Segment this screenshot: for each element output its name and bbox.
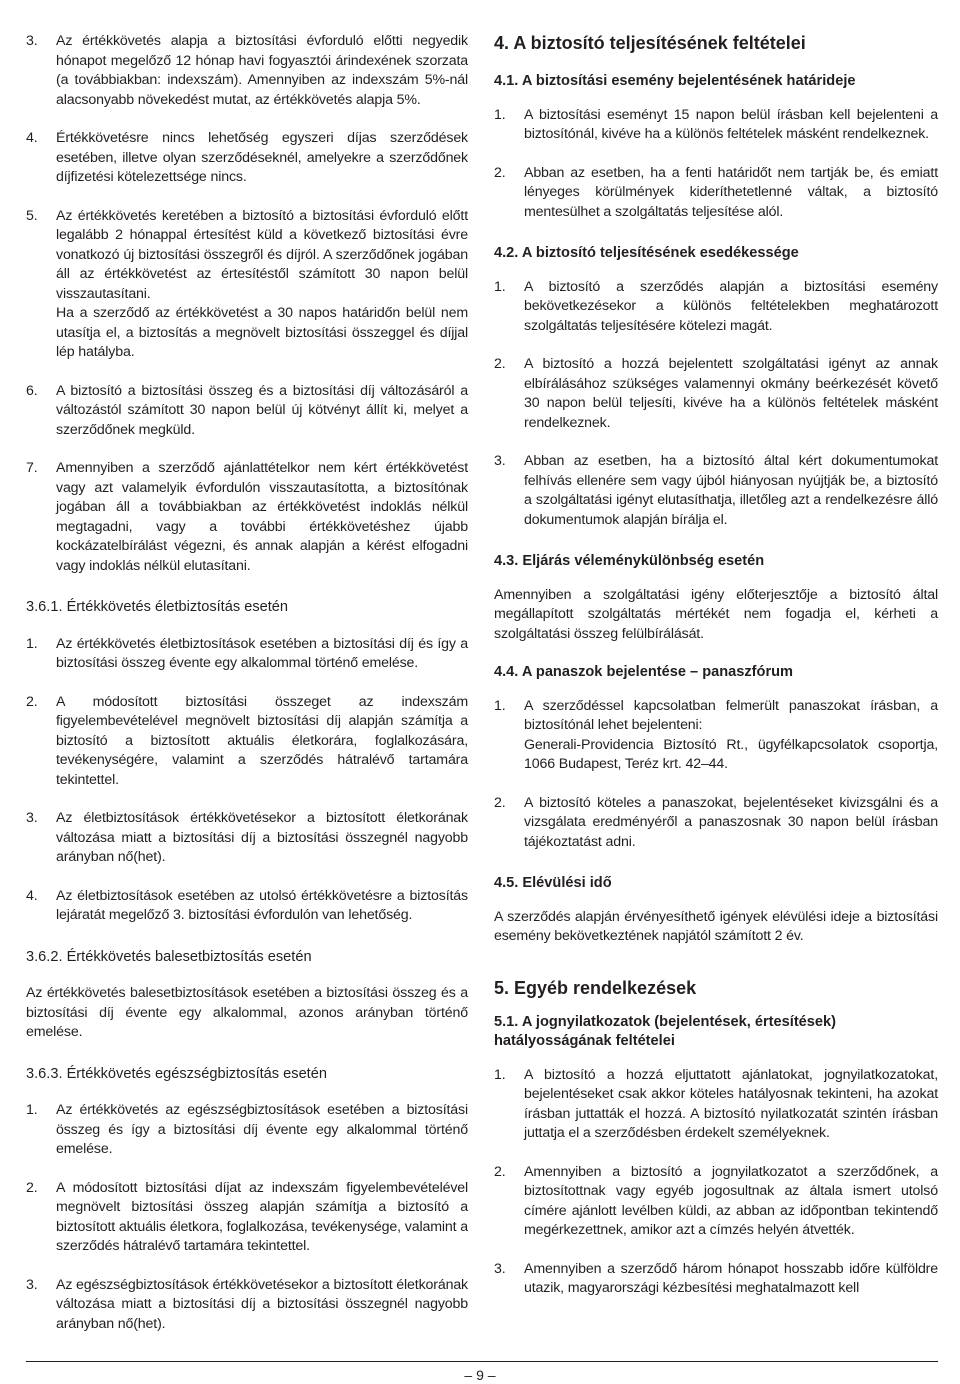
list-item: 4. Értékkövetésre nincs lehetőség egyszeri díjas szerződések esetében, illetve olyan szerződéseknél, amelyekre a szerződőnek díjfizetési kötelezettsége nincs. [26, 130, 468, 185]
paragraph: Az értékkövetés balesetbiztosítások esetében a biztosítási összeg és a biztosítási díj évente egy alkalommal, azonos arányban történő emelése. [26, 985, 468, 1040]
paragraph: A szerződés alapján érvényesíthető igények elévülési ideje a biztosítási esemény bekövetkeztének napjától számított 2 év. [494, 908, 938, 944]
list-item: 2. Amennyiben a biztosító a jognyilatkozatot a szerződőnek, a biztosítottnak vagy egyéb jogosultnak az általa ismert utolsó címére ajánlott levélben küldi, az abban az időpontban tekintendő megérkezettnek, amikor azt a címzés helyén átvették. [494, 1163, 938, 1238]
section-heading: 4.5. Elévülési idő [494, 875, 612, 891]
list-item: 6. A biztosító a biztosítási összeg és a biztosítási díj változásáról a változástól számított 30 napon belül új kötvényt állít ki, melyet a szerződőnek megküld. [26, 382, 468, 438]
list-item: 2. A módosított biztosítási díjat az indexszám figyelembevételével megnövelt biztosítási összeg alapján számítja a biztosító a biztosított aktuális életkora, foglalkozása, tevékenysége, valamint a szerződés hátralévő tartamára tekintettel. [26, 1179, 468, 1254]
section-heading: 4.1. A biztosítási esemény bejelentésének határideje [494, 73, 856, 89]
list-item: 3. Az életbiztosítások értékkövetésekor a biztosított életkorának változása miatt a biztosítási díj a biztosítási összegnél nagyobb arányban nő(het). [26, 810, 468, 865]
section-heading: 3.6.1. Értékkövetés életbiztosítás esetén [26, 599, 289, 615]
list-item: 1. Az értékkövetés az egészségbiztosítások esetében a biztosítási összeg és így a biztosítási díj évente egy alkalommal történő emelése. [26, 1102, 468, 1157]
list-item: 3. Az egészségbiztosítások értékkövetésekor a biztosított életkorának változása miatt a biztosítási díj a biztosítási összegnél nagyobb arányban nő(het). [26, 1276, 469, 1332]
list-item: 2. A biztosító a hozzá bejelentett szolgáltatási igényt az annak elbírálásához szükséges valamennyi okmány beérkezését követő 30 napon belül teljesíti, kivéve ha a különös feltételek másként rendelkeznek. [494, 356, 938, 431]
paragraph: A szerződéssel kapcsolatban felmerült panaszokat írásban, a biztosítónál lehet bejelenteni: [524, 697, 938, 733]
section-heading: 4.3. Eljárás véleménykülönbség esetén [494, 553, 765, 569]
list-item: 2. A módosított biztosítási összeget az indexszám figyelembevételével megnövelt biztosítási díj alapján számítja a biztosító a biztosított aktuális életkorára, foglalkozására, tevékenységére, valamint a szerződés hátralévő tartamára tekintettel. [26, 693, 468, 788]
list-item: 2. Abban az esetben, ha a fenti határidőt nem tartják be, és emiatt lényeges körülmények kideríthetetlenné váltak, a biztosító mentesülhet a szolgáltatás teljesítése alól. [494, 164, 938, 220]
list-item: 1. A biztosítási eseményt 15 napon belül írásban kell bejelenteni a biztosítónál, kivéve ha a különös feltételek másként rendelkeznek. [494, 106, 938, 142]
section-heading: 3.6.3. Értékkövetés egészségbiztosítás esetén [26, 1065, 327, 1082]
chapter-heading: 4. A biztosító teljesítésének feltételei [494, 33, 806, 53]
list-item: 3. Abban az esetben, ha a biztosító által kért dokumentumokat felhívás ellenére sem vagy újból hiányosan nyújtják be, a biztosító a szolgáltatási igényt elutasíthatja, illetőleg azt a rendelkezésre álló dokumentumok alapján bírálja el. [494, 453, 938, 528]
list-item: 5. Az értékkövetés keretében a biztosító a biztosítási évforduló előtt legalább 2 hónappal értesítést küld a következő biztosítási évre vonatkozó új biztosítási összegről és díjról. A szerződőnek jogában áll az értékkövetést az értesítéstől számított 30 napon belül visszautasítani. Ha a szerződő az értékkövetést a 30 napos határidőn belül nem utasítja el, a biztosítás a megnövelt biztosítási összeggel és díjjal lép hatályba. [26, 207, 468, 363]
list-item: 4. Az életbiztosítások esetében az utolsó értékkövetésre a biztosítás lejáratát megelőző 3. biztosítási évfordulón van lehetőség. [26, 887, 468, 923]
page-number: – 9 – [464, 1367, 496, 1383]
section-heading: 4.4. A panaszok bejelentése – panaszfórum [494, 664, 794, 680]
left-column [26, 32, 468, 1334]
list-item: 3. Amennyiben a szerződő három hónapot hosszabb időre külföldre utazik, magyarországi kézbesítési meghatalmazott kell [494, 1260, 938, 1296]
list-item: 7. Amennyiben a szerződő ajánlattételkor nem kért értékkövetést vagy azt valamelyik évfordulón visszautasította, a biztosítónak jogában áll a továbbiakban az értékkövetést indoklás nélkül megtagadni, vagy a további értékkövetéshez újabb kockázatelbírálást végezni, és annak alapján a kérést elfogadni vagy indoklás nélkül elutasítani. [26, 460, 468, 574]
right-column [494, 32, 938, 1299]
list-item: 3. Az értékkövetés alapja a biztosítási évforduló előtti negyedik hónapot megelőző 12 hónap havi fogyasztói árindexének szorzata (a továbbiakban: indexszám). Amennyiben az indexszám 5%-nál alacsonyabb növekedést mutat, az értékkövetés alapja 5%. [26, 33, 468, 108]
paragraph: Az értékkövetés keretében a biztosító a biztosítási évforduló előtt legalább 2 hónappal értesítést küld a következő biztosítási évre vonatkozó új biztosítási összegről és díjról. A szerződőnek jogában áll az értékkövetést az értesítéstől számított 30 napon belül visszautasítani. [56, 207, 468, 302]
list-item: 1. A biztosító a hozzá eljuttatott ajánlatokat, jognyilatkozatokat, bejelentéseket csak akkor köteles hatályosnak tekinteni, ha azokat írásban juttatták el hozzá. A biztosító nyilatkozatát szintén írásban juttatja el a szerződésben érdekelt személyeknek. [494, 1066, 938, 1141]
list-item: 1. Az értékkövetés életbiztosítások esetében a biztosítási díj és így a biztosítási összeg évente egy alkalommal történő emelése. [26, 635, 468, 671]
chapter-heading: 5. Egyéb rendelkezések [494, 977, 697, 998]
list-item: 2. A biztosító köteles a panaszokat, bejelentéseket kivizsgálni és a vizsgálata eredményéről a panaszosnak 30 napon belül írásban tájékoztatást adni. [494, 794, 938, 850]
paragraph: Ha a szerződő az értékkövetést a 30 napos határidőn belül nem utasítja el, a biztosítás a megnövelt biztosítási összeggel és díjjal lép hatályba. [56, 305, 468, 360]
list-item: 1. A biztosító a szerződés alapján a biztosítási esemény bekövetkezésekor a különös feltételekben meghatározott szolgáltatás teljesítésére kötelezi magát. [494, 278, 938, 334]
paragraph: Amennyiben a szolgáltatási igény előterjesztője a biztosító által megállapított szolgáltatás mértékét nem fogadja el, kérheti a szolgáltatási összeg felülbírálását. [494, 586, 938, 642]
list-item: 1. A szerződéssel kapcsolatban felmerült panaszokat írásban, a biztosítónál lehet bejelenteni: Generali-Providencia Biztosító Rt., ügyfélkapcsolatok csoportja, 1066 Budapest, Teréz krt. 42–44. [494, 697, 938, 775]
section-heading: 5.1. A jognyilatkozatok (bejelentések, értesítések) hatályosságának feltételei [494, 1013, 837, 1049]
section-heading: 4.2. A biztosító teljesítésének esedékessége [494, 245, 799, 261]
section-heading: 3.6.2. Értékkövetés balesetbiztosítás esetén [26, 948, 312, 965]
address: Generali-Providencia Biztosító Rt., ügyfélkapcsolatok csoportja, 1066 Budapest, Teréz krt. 42–44. [524, 736, 938, 772]
footer-divider [26, 1361, 938, 1362]
